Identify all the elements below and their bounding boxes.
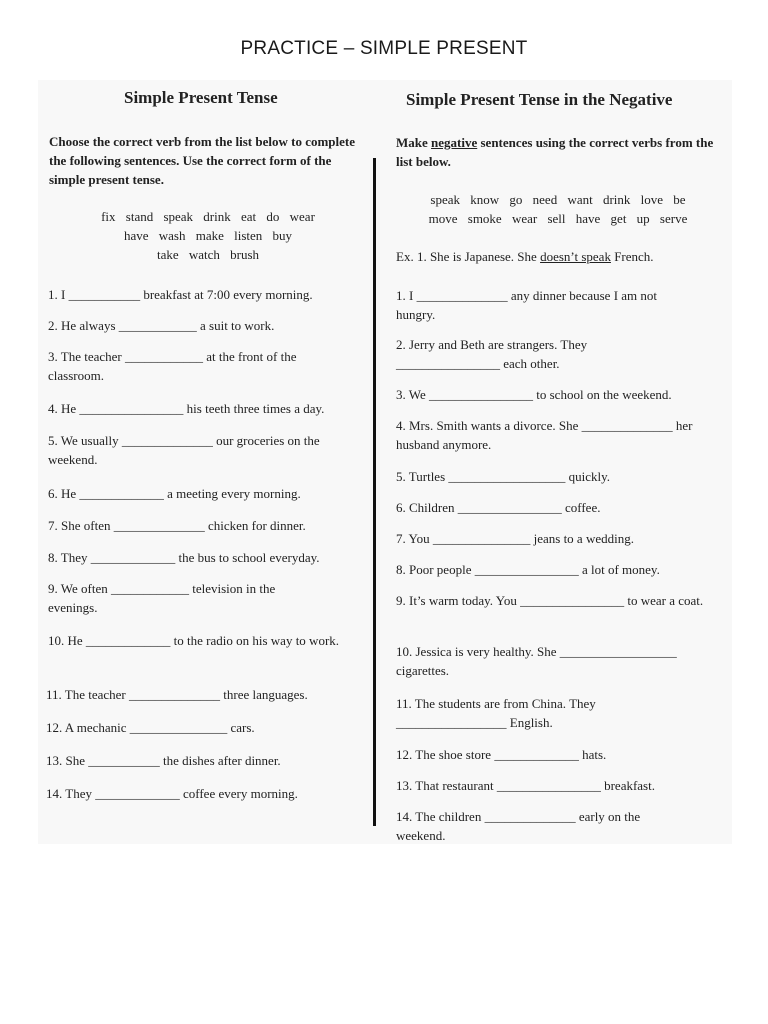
left-question-14: 14. They _____________ coffee every morning. [46,786,298,801]
left-question-11: 11. The teacher ______________ three languages. [46,687,308,702]
right-question-5: 5. Turtles __________________ quickly. [396,469,611,484]
left-question-4: 4. He ________________ his teeth three times a day. [48,401,325,416]
example-text: Ex. 1. She is Japanese. She [396,249,541,264]
right-question-1: 1. I ______________ any dinner because I am not hungry. [396,288,658,322]
left-question-9: 9. We often ____________ television in the evenings. [48,581,276,615]
right-question-14: 14. The children ______________ early on the weekend. [396,809,641,843]
right-question-7: 7. You _______________ jeans to a wedding. [396,531,634,546]
left-question-6: 6. He _____________ a meeting every morning. [48,486,301,501]
right-question-9: 9. It’s warm today. You ________________ to wear a coat. [396,593,704,608]
right-question-13: 13. That restaurant ________________ breakfast. [396,778,655,793]
word-bank-line: take watch brush [156,247,260,262]
left-instructions: Choose the correct verb from the list below to complete the following sentences. Use the correct form of the simple present tense. [49,134,356,187]
right-question-12: 12. The shoe store _____________ hats. [396,747,607,762]
right-instructions [396,133,716,171]
example-text: French. [610,249,654,264]
example-emphasis: doesn’t speak [540,249,611,264]
column-divider [373,158,376,826]
right-question-2: 2. Jerry and Beth are strangers. They ________________ each other. [396,337,588,371]
right-question-6: 6. Children ________________ coffee. [396,500,601,515]
right-column-title: Simple Present Tense in the Negative [406,90,673,109]
right-question-4: 4. Mrs. Smith wants a divorce. She ______________ her husband anymore. [396,418,693,452]
left-column-title: Simple Present Tense [124,88,278,107]
word-bank-line: fix stand speak drink eat do wear [101,209,315,224]
left-question-13: 13. She ___________ the dishes after dinner. [46,753,281,768]
left-question-2: 2. He always ____________ a suit to work. [48,318,275,333]
right-question-8: 8. Poor people ________________ a lot of money. [396,562,660,577]
example-sentence [396,249,654,265]
word-bank-line: speak know go need want drink love be [430,192,686,207]
right-question-10: 10. Jessica is very healthy. She __________________ cigarettes. [396,644,677,678]
right-question-11: 11. The students are from China. They _________________ English. [396,696,596,730]
left-question-12: 12. A mechanic _______________ cars. [46,720,255,735]
left-question-7: 7. She often ______________ chicken for dinner. [48,518,306,533]
worksheet-scan [38,80,732,844]
word-bank-line: have wash make listen buy [123,228,293,243]
instructions-emphasis: negative [431,135,478,150]
word-bank-line: move smoke wear sell have get up serve [428,211,688,226]
left-question-5: 5. We usually ______________ our groceries on the weekend. [48,433,320,467]
right-question-3: 3. We ________________ to school on the weekend. [396,387,672,402]
left-question-1: 1. I ___________ breakfast at 7:00 every morning. [48,287,313,302]
instructions-text: Make [396,135,432,150]
page-title: PRACTICE – SIMPLE PRESENT [240,38,528,59]
left-question-3: 3. The teacher ____________ at the front of the classroom. [48,349,297,383]
instructions-text: sentences using the correct verbs from the list below. [396,135,714,169]
left-question-8: 8. They _____________ the bus to school everyday. [48,550,320,565]
right-word-bank [394,190,722,228]
left-word-bank [50,207,366,264]
left-question-10: 10. He _____________ to the radio on his way to work. [48,633,340,648]
